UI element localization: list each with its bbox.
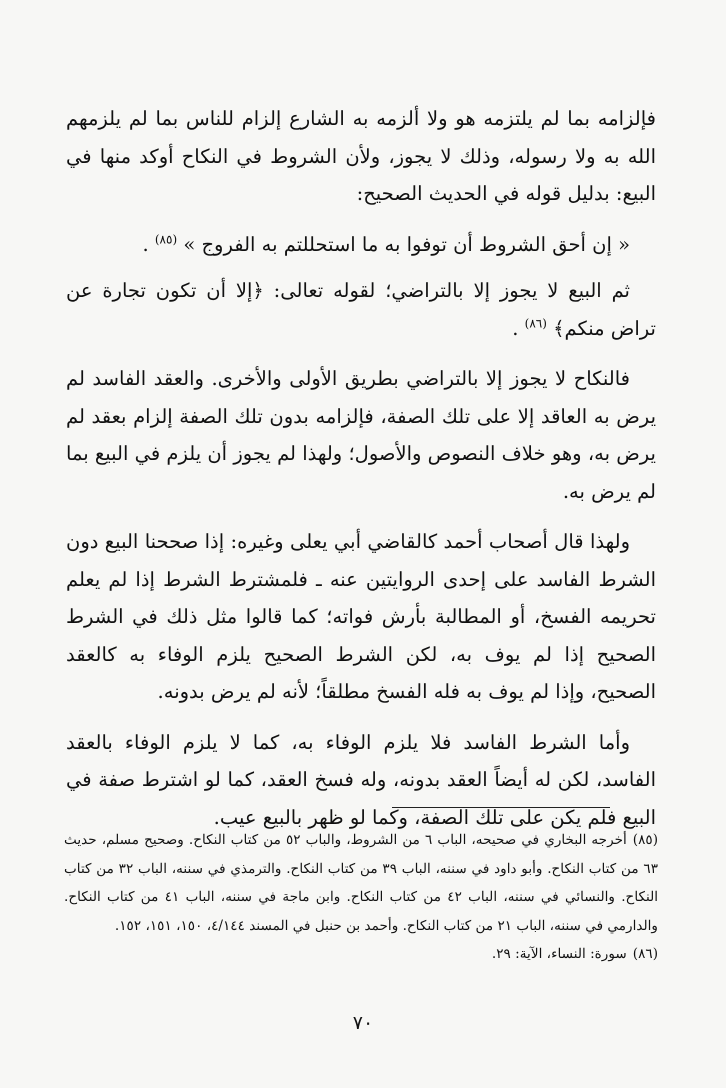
- quote-text: « إن أحق الشروط أن توفوا به ما استحللتم به الفروج »: [183, 232, 630, 256]
- footnote: [64, 940, 658, 969]
- paragraph: [66, 523, 656, 711]
- footnote-number: (٨٦): [632, 946, 658, 963]
- footnote-text: سورة: النساء، الآية: ٢٩.: [491, 946, 627, 963]
- footnote-divider: [392, 807, 610, 808]
- hadith-quote: [66, 226, 656, 264]
- paragraph: [66, 272, 656, 347]
- footnote-ref: (٨٦): [524, 316, 547, 330]
- page-number: ٧٠: [352, 1012, 374, 1034]
- paragraph: [66, 360, 656, 510]
- paragraph-text: ثم البيع لا يجوز إلا بالتراضي؛ لقوله تعالى: ﴿إلا أن تكون تجارة عن تراض منكم﴾: [66, 279, 656, 340]
- paragraph-text: فالنكاح لا يجوز إلا بالتراضي بطريق الأولى والأخرى. والعقد الفاسد لم يرض به العاقد إلا على تلك الصفة، فإلزامه بدون تلك الصفة إلزام بعقد لم يرض به، وهو خلاف النصوص والأصول؛ ولهذا لم يجوز أن يلزم في البيع بما لم يرض به.: [66, 367, 656, 503]
- paragraph-text: فإلزامه بما لم يلتزمه هو ولا ألزمه به الشارع إلزام للناس بما لم يلزمهم الله به ولا رسوله، وذلك لا يجوز، ولأن الشروط في النكاح أوكد منها في البيع: بدليل قوله في الحديث الصحيح:: [66, 107, 656, 205]
- paragraph-text: ولهذا قال أصحاب أحمد كالقاضي أبي يعلى وغيره: إذا صححنا البيع دون الشرط الفاسد على إحدى الروايتين عنه ـ فلمشترط الشرط إذا لم يعلم تحريمه الفسخ، أو المطالبة بأرش فواته؛ كما قالوا مثل ذلك في الشرط الصحيح إذا لم يوف به، لكن الشرط الصحيح يلزم الوفاء به كالعقد الصحيح، وإذا لم يوف به فله الفسخ مطلقاً؛ لأنه لم يرض بدونه.: [66, 530, 656, 703]
- footnotes: [64, 826, 658, 969]
- paragraph: [66, 100, 656, 213]
- footnote-text: أخرجه البخاري في صحيحه، الباب ٦ من الشروط، والباب ٥٢ من كتاب النكاح. وصحيح مسلم، حديث ٦٣ من كتاب النكاح. وأبو داود في سننه، الباب ٣٩ من كتاب النكاح. والترمذي في سننه، الباب ٣٢ من كتاب النكاح. والنسائي في سننه، الباب ٤٢ من كتاب النكاح. وابن ماجة في سننه، الباب ٤١ من كتاب النكاح. والدارمي في سننه، الباب ٢١ من كتاب النكاح. وأحمد بن حنبل في المسند ٤/١٤٤، ١٥٠، ١٥١، ١٥٢.: [64, 832, 658, 934]
- punctuation: .: [142, 232, 155, 256]
- footnote: [64, 826, 658, 940]
- paragraph: [66, 724, 656, 837]
- paragraph-text: وأما الشرط الفاسد فلا يلزم الوفاء به، كما لا يلزم الوفاء بالعقد الفاسد، لكن له أيضاً العقد بدونه، وله فسخ العقد، كما لو اشترط صفة في البيع فلم يكن على تلك الصفة، وكما لو ظهر بالبيع عيب.: [66, 730, 656, 829]
- punctuation: .: [512, 316, 525, 340]
- footnote-number: (٨٥): [632, 832, 659, 848]
- footnote-ref: (٨٥): [154, 232, 178, 246]
- main-text: [66, 100, 659, 849]
